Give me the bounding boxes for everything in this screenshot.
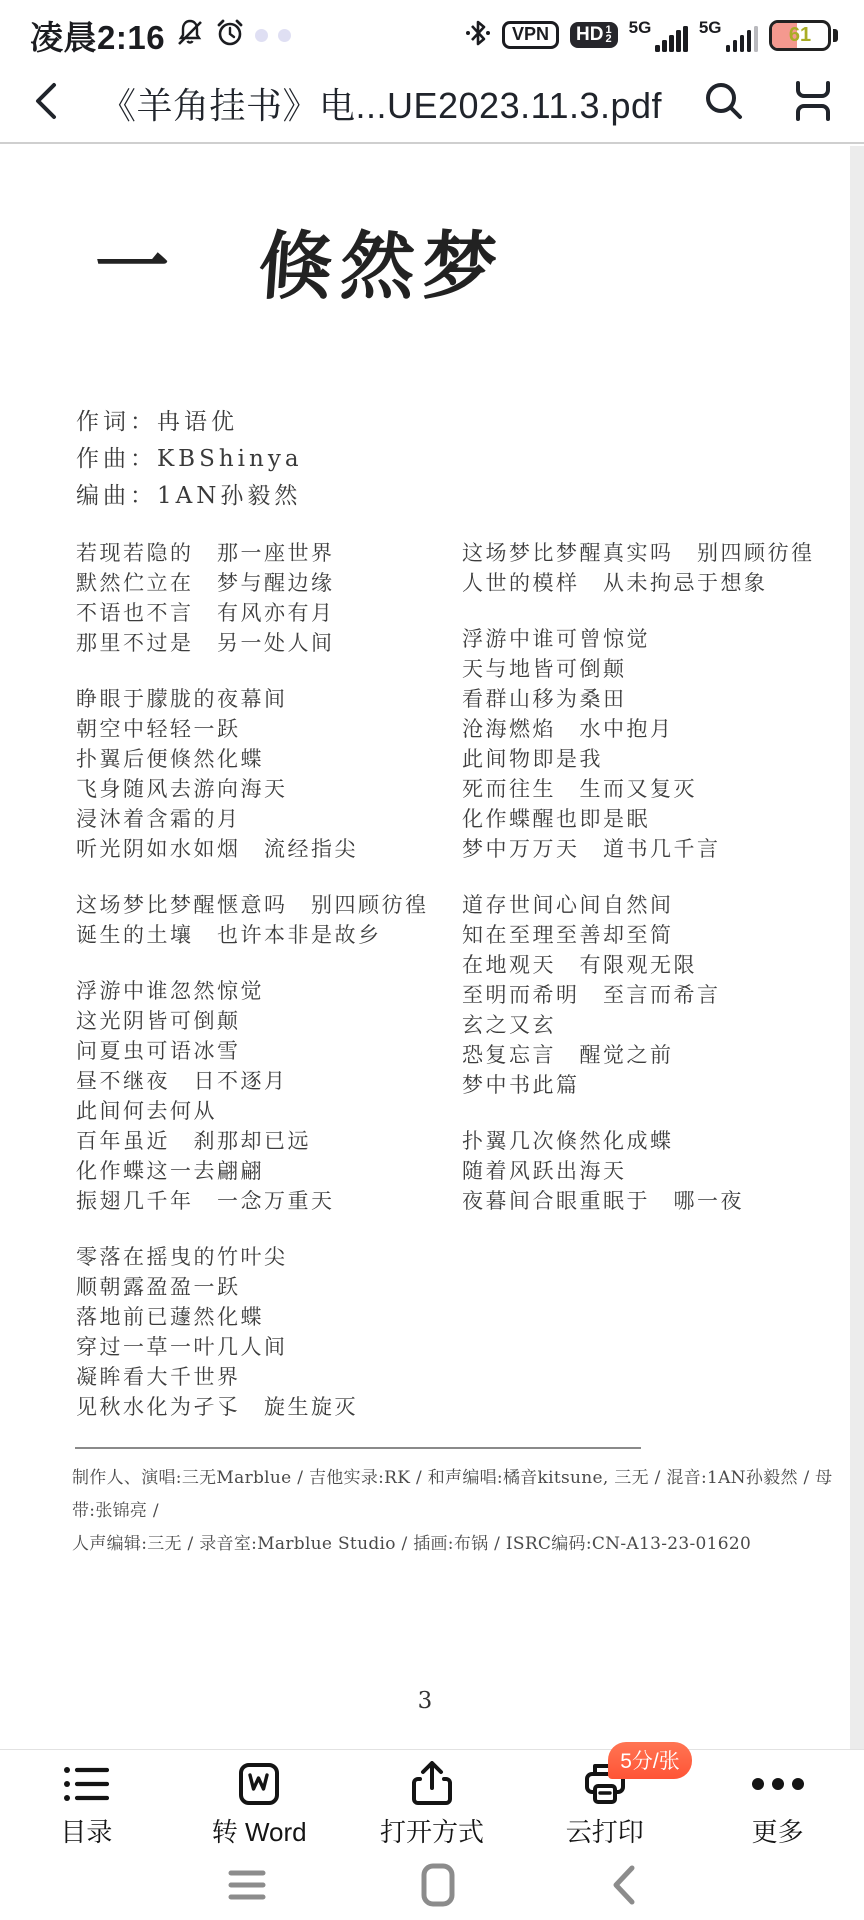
system-nav-bar: [0, 1850, 864, 1920]
lyric-line: 天与地皆可倒颠: [462, 657, 627, 681]
clock-time: 凌晨2:16: [30, 18, 166, 56]
lyric-line: 落地前已蘧然化蝶: [76, 1305, 264, 1329]
lyric-line: 恐复忘言 醒觉之前: [462, 1043, 674, 1067]
back-nav-icon[interactable]: [610, 1864, 636, 1906]
share-icon: [410, 1760, 454, 1808]
page-number: 3: [417, 1688, 433, 1714]
lyric-line: 昼不继夜 日不逐月: [76, 1069, 288, 1093]
lyric-line: 沧海燃焰 水中抱月: [462, 717, 674, 741]
list-icon: [63, 1760, 109, 1808]
lyric-stanza: [76, 538, 481, 658]
lyric-line: 这场梦比梦醒惬意吗 别四顾彷徨: [76, 893, 429, 917]
lyric-line: 此间何去何从: [76, 1099, 217, 1123]
lyric-line: 人世的模样 从未拘忌于想象: [462, 571, 768, 595]
lyric-stanza: [462, 890, 857, 1100]
alarm-icon: [215, 18, 245, 53]
production-credits-line: 人声编辑:三无 / 录音室:Marblue Studio / 插画:布锅 / ISRC编码:CN-A13-23-01620: [72, 1534, 752, 1554]
lyric-line: 若现若隐的 那一座世界: [76, 541, 335, 565]
notification-dot-icon: [255, 29, 268, 42]
hd-volte-badge: HD 1 2: [570, 22, 618, 48]
toc-label: 目录: [60, 1817, 113, 1847]
mute-icon: [175, 18, 205, 53]
lyric-line: 不语也不言 有风亦有月: [76, 601, 335, 625]
lyric-line: 飞身随风去游向海天: [76, 777, 288, 801]
open-with-button[interactable]: [346, 1750, 519, 1850]
lyric-line: 扑翼几次倏然化成蝶: [462, 1129, 674, 1153]
status-bar: [0, 0, 864, 64]
lyric-stanza: [76, 684, 481, 864]
lyric-line: 默然伫立在 梦与醒边缘: [76, 571, 335, 595]
lyric-line: 朝空中轻轻一跃: [76, 717, 241, 741]
price-badge: 5分/张: [608, 1742, 692, 1779]
lyric-stanza: [76, 976, 481, 1216]
word-doc-icon: [237, 1760, 281, 1808]
lyric-line: 振翅几千年 一念万重天: [76, 1189, 335, 1213]
notification-dot-icon: [278, 29, 291, 42]
lyric-line: 浸沐着含霜的月: [76, 807, 241, 831]
more-button[interactable]: [691, 1750, 864, 1850]
lyrics-column-right: [462, 538, 857, 1242]
production-credits: [72, 1462, 842, 1561]
lyric-line: 零落在摇曳的竹叶尖: [76, 1245, 288, 1269]
lyric-line: 这场梦比梦醒真实吗 别四顾彷徨: [462, 541, 815, 565]
convert-word-button[interactable]: [173, 1750, 346, 1850]
lyric-line: 死而往生 生而又复灭: [462, 777, 697, 801]
lyric-line: 睁眼于朦胧的夜幕间: [76, 687, 288, 711]
footer-divider: [75, 1447, 641, 1449]
credit-line: 作词：冉语优: [76, 409, 238, 435]
lyric-line: 在地观天 有限观无限: [462, 953, 697, 977]
credit-line: 作曲：KBShinya: [76, 446, 303, 472]
home-nav-icon[interactable]: [421, 1863, 455, 1907]
open-with-label: 打开方式: [379, 1817, 484, 1847]
fit-screen-icon[interactable]: [790, 79, 836, 128]
convert-word-label: 转 Word: [211, 1817, 307, 1847]
lyric-line: 夜暮间合眼重眠于 哪一夜: [462, 1189, 744, 1213]
lyric-line: 诞生的土壤 也许本非是故乡: [76, 923, 382, 947]
lyric-line: 浮游中谁可曾惊觉: [462, 627, 650, 651]
song-credits: [76, 404, 303, 515]
production-credits-line: 制作人、演唱:三无Marblue / 吉他实录:RK / 和声编唱:橘音kitsune, 三无 / 混音:1AN孙毅然 / 母带:张锦亮 /: [72, 1468, 833, 1521]
lyric-line: 梦中书此篇: [462, 1073, 580, 1097]
back-button[interactable]: [28, 79, 62, 128]
lyric-line: 随着风跃出海天: [462, 1159, 627, 1183]
cloud-print-label: 云打印: [565, 1817, 644, 1847]
lyrics-column-left: [76, 538, 481, 1448]
lyric-line: 玄之又玄: [462, 1013, 556, 1037]
song-title: 一 倏然梦: [91, 224, 508, 310]
signal-sim2: 5G: [699, 18, 758, 52]
lyric-line: 知在至理至善却至简: [462, 923, 674, 947]
lyric-line: 百年虽近 刹那却已远: [76, 1129, 311, 1153]
lyric-line: 至明而希明 至言而希言: [462, 983, 721, 1007]
bottom-toolbar: [0, 1749, 864, 1850]
lyric-line: 凝眸看大千世界: [76, 1365, 241, 1389]
lyric-line: 此间物即是我: [462, 747, 603, 771]
toc-button[interactable]: [0, 1750, 173, 1850]
lyric-line: 那里不过是 另一处人间: [76, 631, 335, 655]
recents-nav-icon[interactable]: [228, 1869, 266, 1901]
more-dots-icon: [748, 1760, 808, 1808]
battery-percent: 61: [788, 23, 812, 46]
lyric-line: 浮游中谁忽然惊觉: [76, 979, 264, 1003]
credit-line: 编曲：1AN孙毅然: [76, 483, 302, 509]
cloud-print-button[interactable]: [518, 1750, 691, 1850]
lyric-line: 化作蝶醒也即是眠: [462, 807, 650, 831]
lyric-stanza: [76, 890, 481, 950]
lyric-stanza: [462, 624, 857, 864]
app-header: [0, 64, 864, 144]
lyric-line: 顺朝露盈盈一跃: [76, 1275, 241, 1299]
lyric-line: 化作蝶这一去翩翩: [76, 1159, 264, 1183]
lyric-line: 扑翼后便倏然化蝶: [76, 747, 264, 771]
lyric-line: 这光阴皆可倒颠: [76, 1009, 241, 1033]
lyric-stanza: [462, 538, 857, 598]
lyric-line: 道存世间心间自然间: [462, 893, 674, 917]
lyric-line: 听光阴如水如烟 流经指尖: [76, 837, 358, 861]
lyric-line: 问夏虫可语冰雪: [76, 1039, 241, 1063]
signal-sim1: 5G: [629, 18, 688, 52]
more-label: 更多: [751, 1817, 804, 1847]
document-title-bar: 《羊角挂书》电...UE2023.11.3.pdf: [100, 84, 663, 126]
lyric-stanza: [462, 1126, 857, 1216]
battery-indicator: [769, 20, 838, 51]
lyric-line: 穿过一草一叶几人间: [76, 1335, 288, 1359]
search-icon[interactable]: [702, 79, 746, 128]
bluetooth-icon: [465, 17, 491, 54]
lyric-stanza: [76, 1242, 481, 1422]
lyric-line: 看群山移为桑田: [462, 687, 627, 711]
lyric-line: 见秋水化为孑孓 旋生旋灭: [76, 1395, 358, 1419]
lyric-line: 梦中万万天 道书几千言: [462, 837, 721, 861]
vpn-badge: VPN: [502, 21, 559, 49]
